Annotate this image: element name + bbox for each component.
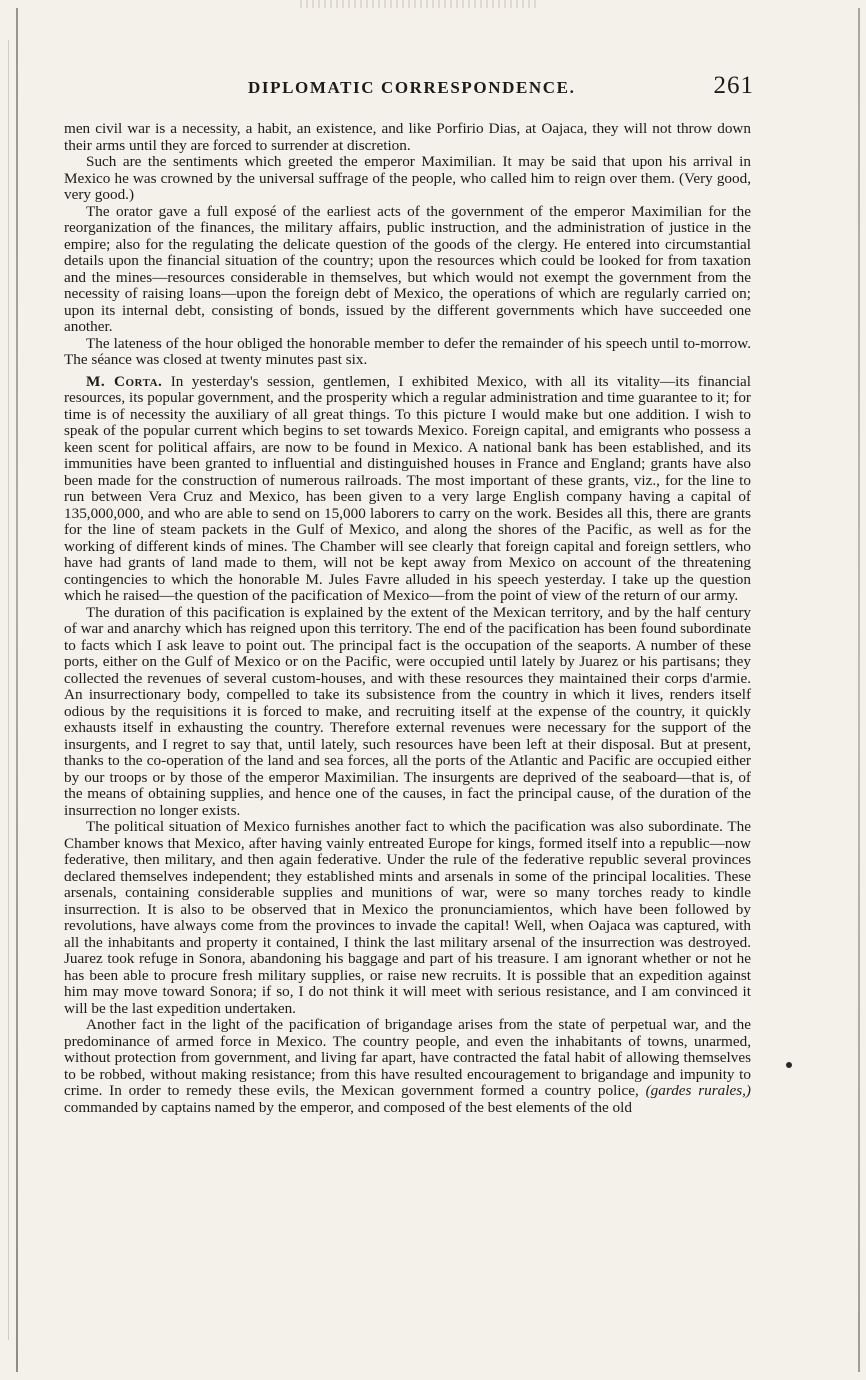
print-smudge — [300, 0, 540, 8]
paragraph: The duration of this pacification is explained by the extent of the Mexican territory, and by the half century of war and anarchy which has reigned upon this territory. The end of the pacification has been found subordinate to facts which I ask leave to point out. The principal fact is the occupation of the seaports. A number of these ports, either on the Gulf of Mexico or on the Pacific, were occupied until lately by Juarez or his partisans; they collected the revenues of several custom-houses, and with these resources they maintained their corps d'armie. An insurrectionary body, compelled to take its subsistence from the country in which it lives, renders itself odious by the requisitions it is forced to make, and recruiting itself at the expense of the country, it quickly exhausts itself in exhausting the country. Therefore external revenues were necessary for the support of the insurgents, and I regret to say that, until lately, such resources have been left at their disposal. But at present, thanks to the co-operation of the land and sea forces, all the ports of the Atlantic and Pacific are occupied either by our troops or by those of the emperor Maximilian. The insurgents are deprived of the seaboard—that is, of the means of obtaining supplies, and hence one of the causes, in fact the principal cause, of the duration of the insurrection no longer exists. — [64, 603, 751, 819]
paragraph-text: Another fact in the light of the pacification of brigandage arises from the state of perpetual war, and the predominance of armed force in Mexico. The country people, and even the inhabitants of towns, unarmed, without protection from government, and living far apart, have contracted the fatal habit of allowing themselves to be robbed, without making resistance; from this have resulted encouragement to brigandage and impunity to crime. In order to remedy these evils, the Mexican government formed a country police, — [64, 1016, 751, 1099]
italic-term: (gardes rurales,) — [645, 1082, 751, 1099]
paragraph: Such are the sentiments which greeted the emperor Maximilian. It may be said that upon his arrival in Mexico he was crowned by the universal suffrage of the people, who called him to reign over them. (Very good, very good.) — [64, 153, 751, 203]
speech-paragraph — [64, 374, 751, 605]
running-head: DIPLOMATIC CORRESPONDENCE. — [248, 78, 576, 97]
left-margin-rule — [16, 8, 18, 1372]
paragraph: The orator gave a full exposé of the earliest acts of the government of the emperor Maximilian for the reorganization of the finances, the military affairs, public instruction, and the administration of justice in the empire; also for the regulating the delicate question of the goods of the clergy. He entered into circumstantial details upon the financial situation of the country; upon the resources which could be looked for from taxation and the mines—resources considerable in themselves, but which would not exempt the government from the necessity of raising loans—upon the foreign debt of Mexico, the operations of which are regularly carried on; upon its internal debt, consisting of bonds, issued by the different governments which have succeeded one another. — [64, 202, 751, 335]
right-margin-rule — [858, 8, 860, 1372]
page-number: 261 — [713, 72, 754, 99]
speaker-name: M. Corta. — [86, 372, 163, 390]
paragraph — [64, 1017, 751, 1116]
paragraph: The lateness of the hour obliged the honorable member to defer the remainder of his speech until to-morrow. The séance was closed at twenty minutes past six. — [64, 334, 751, 368]
paragraph-continuation: men civil war is a necessity, a habit, an existence, and like Porfirio Dias, at Oajaca, they will not throw down their arms until they are forced to surrender at discretion. — [64, 120, 751, 154]
binding-edge — [8, 40, 9, 1340]
paragraph-text-end: commanded by captains named by the emperor, and composed of the best elements of the old — [64, 1098, 632, 1116]
page-header — [64, 72, 754, 102]
margin-ink-dot — [786, 1062, 792, 1068]
paragraph: The political situation of Mexico furnishes another fact to which the pacification was also subordinate. The Chamber knows that Mexico, after having vainly entreated Europe for kings, formed itself into a republic—now federative, then military, and then again federative. Under the rule of the federative republic several provinces declared themselves independent; they established mints and arsenals in some of the principal localities. These arsenals, containing considerable supplies and munitions of war, were so many torches ready to kindle insurrection. It is also to be observed that in Mexico the pronunciamientos, which have been followed by revolutions, have always come from the provinces to invade the capital! Well, when Oajaca was captured, with all the inhabitants and property it contained, I think the last military arsenal of the insurrection was destroyed. Juarez took refuge in Sonora, abandoning his baggage and part of his treasure. I am ignorant whether or not he has been able to procure fresh military supplies, or raise new recruits. It is possible that an expedition against him may move toward Sonora; if so, I do not think it will meet with serious resistance, and I am convinced it will be the last expedition undertaken. — [64, 818, 751, 1017]
speech-text: In yesterday's session, gentlemen, I exhibited Mexico, with all its vitality—its financial resources, its popular government, and the prosperity which a regular administration and time guarantee to it; for time is of necessity the auxiliary of all great things. To this picture I would make but one addition. I wish to speak of the popular current which begins to set towards Mexico. Foreign capital, and emigrants who possess a keen scent for political affairs, are now to be found in Mexico. A national bank has been established, and its immunities have been granted to influential and distinguished houses in France and England; grants have also been made for the construction of numerous railroads. The most important of these grants, viz., for the line to run between Vera Cruz and Mexico, has been given to a very large English company having a capital of 135,000,000, and who are able to send on 15,000 laborers to carry on the work. Besides all this, there are grants for the line of steam packets in the Gulf of Mexico, and along the shores of the Pacific, as well as for the working of different kinds of mines. The Chamber will see clearly that foreign capital and foreign settlers, who have had grants of land made to them, will not be kept away from Mexico on account of the threatening contingencies to which the honorable M. Jules Favre alluded in his speech yesterday. I take up the question which he raised—the question of the pacification of Mexico—from the point of view of the return of our army. — [64, 372, 752, 604]
body-text — [64, 121, 751, 1116]
